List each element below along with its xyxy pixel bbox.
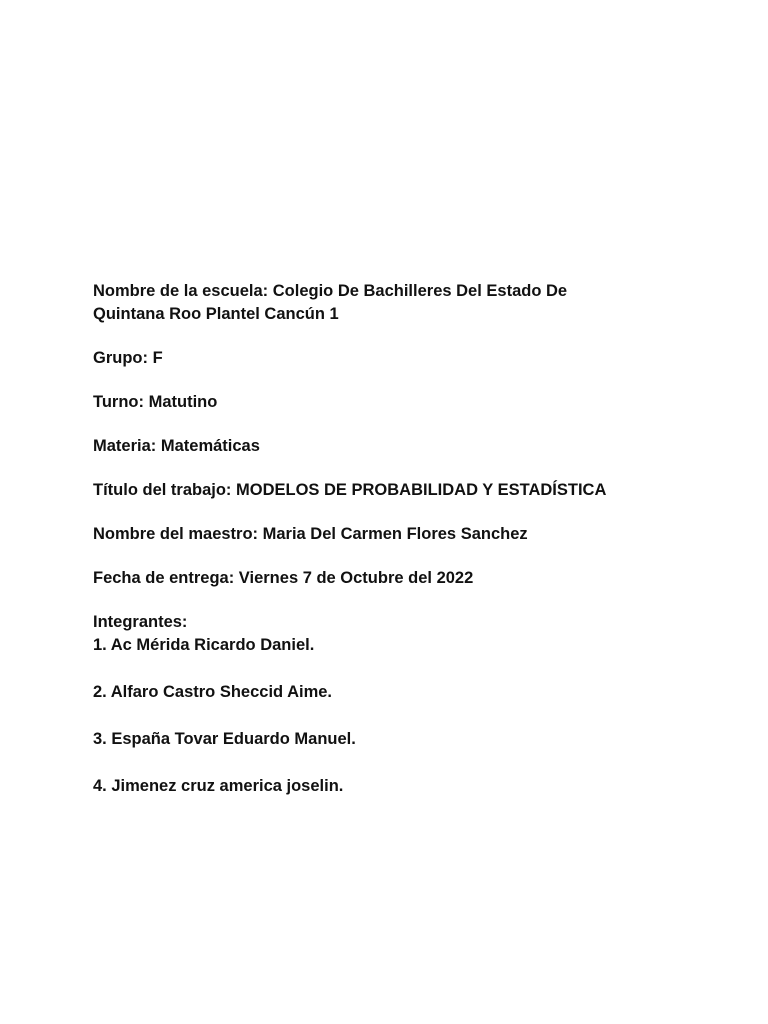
- member-item-4: 4. Jimenez cruz america joselin.: [93, 777, 344, 795]
- cover-text-block: [93, 280, 693, 798]
- shift-line: Turno: Matutino: [93, 393, 218, 411]
- due-date-line: Fecha de entrega: Viernes 7 de Octubre del 2022: [93, 569, 474, 587]
- work-title-line: Título del trabajo: MODELOS DE PROBABILIDAD Y ESTADÍSTICA: [93, 481, 607, 499]
- member-item-2: 2. Alfaro Castro Sheccid Aime.: [93, 683, 333, 701]
- members-heading: Integrantes:: [93, 613, 188, 631]
- teacher-line: Nombre del maestro: Maria Del Carmen Flores Sanchez: [93, 525, 528, 543]
- school-name-line-2: Quintana Roo Plantel Cancún 1: [93, 305, 339, 323]
- member-item-3: 3. España Tovar Eduardo Manuel.: [93, 730, 356, 748]
- school-name-line-1: Nombre de la escuela: Colegio De Bachilleres Del Estado De: [93, 282, 568, 300]
- subject-line: Materia: Matemáticas: [93, 437, 260, 455]
- member-item-1: 1. Ac Mérida Ricardo Daniel.: [93, 636, 315, 654]
- group-line: Grupo: F: [93, 349, 163, 367]
